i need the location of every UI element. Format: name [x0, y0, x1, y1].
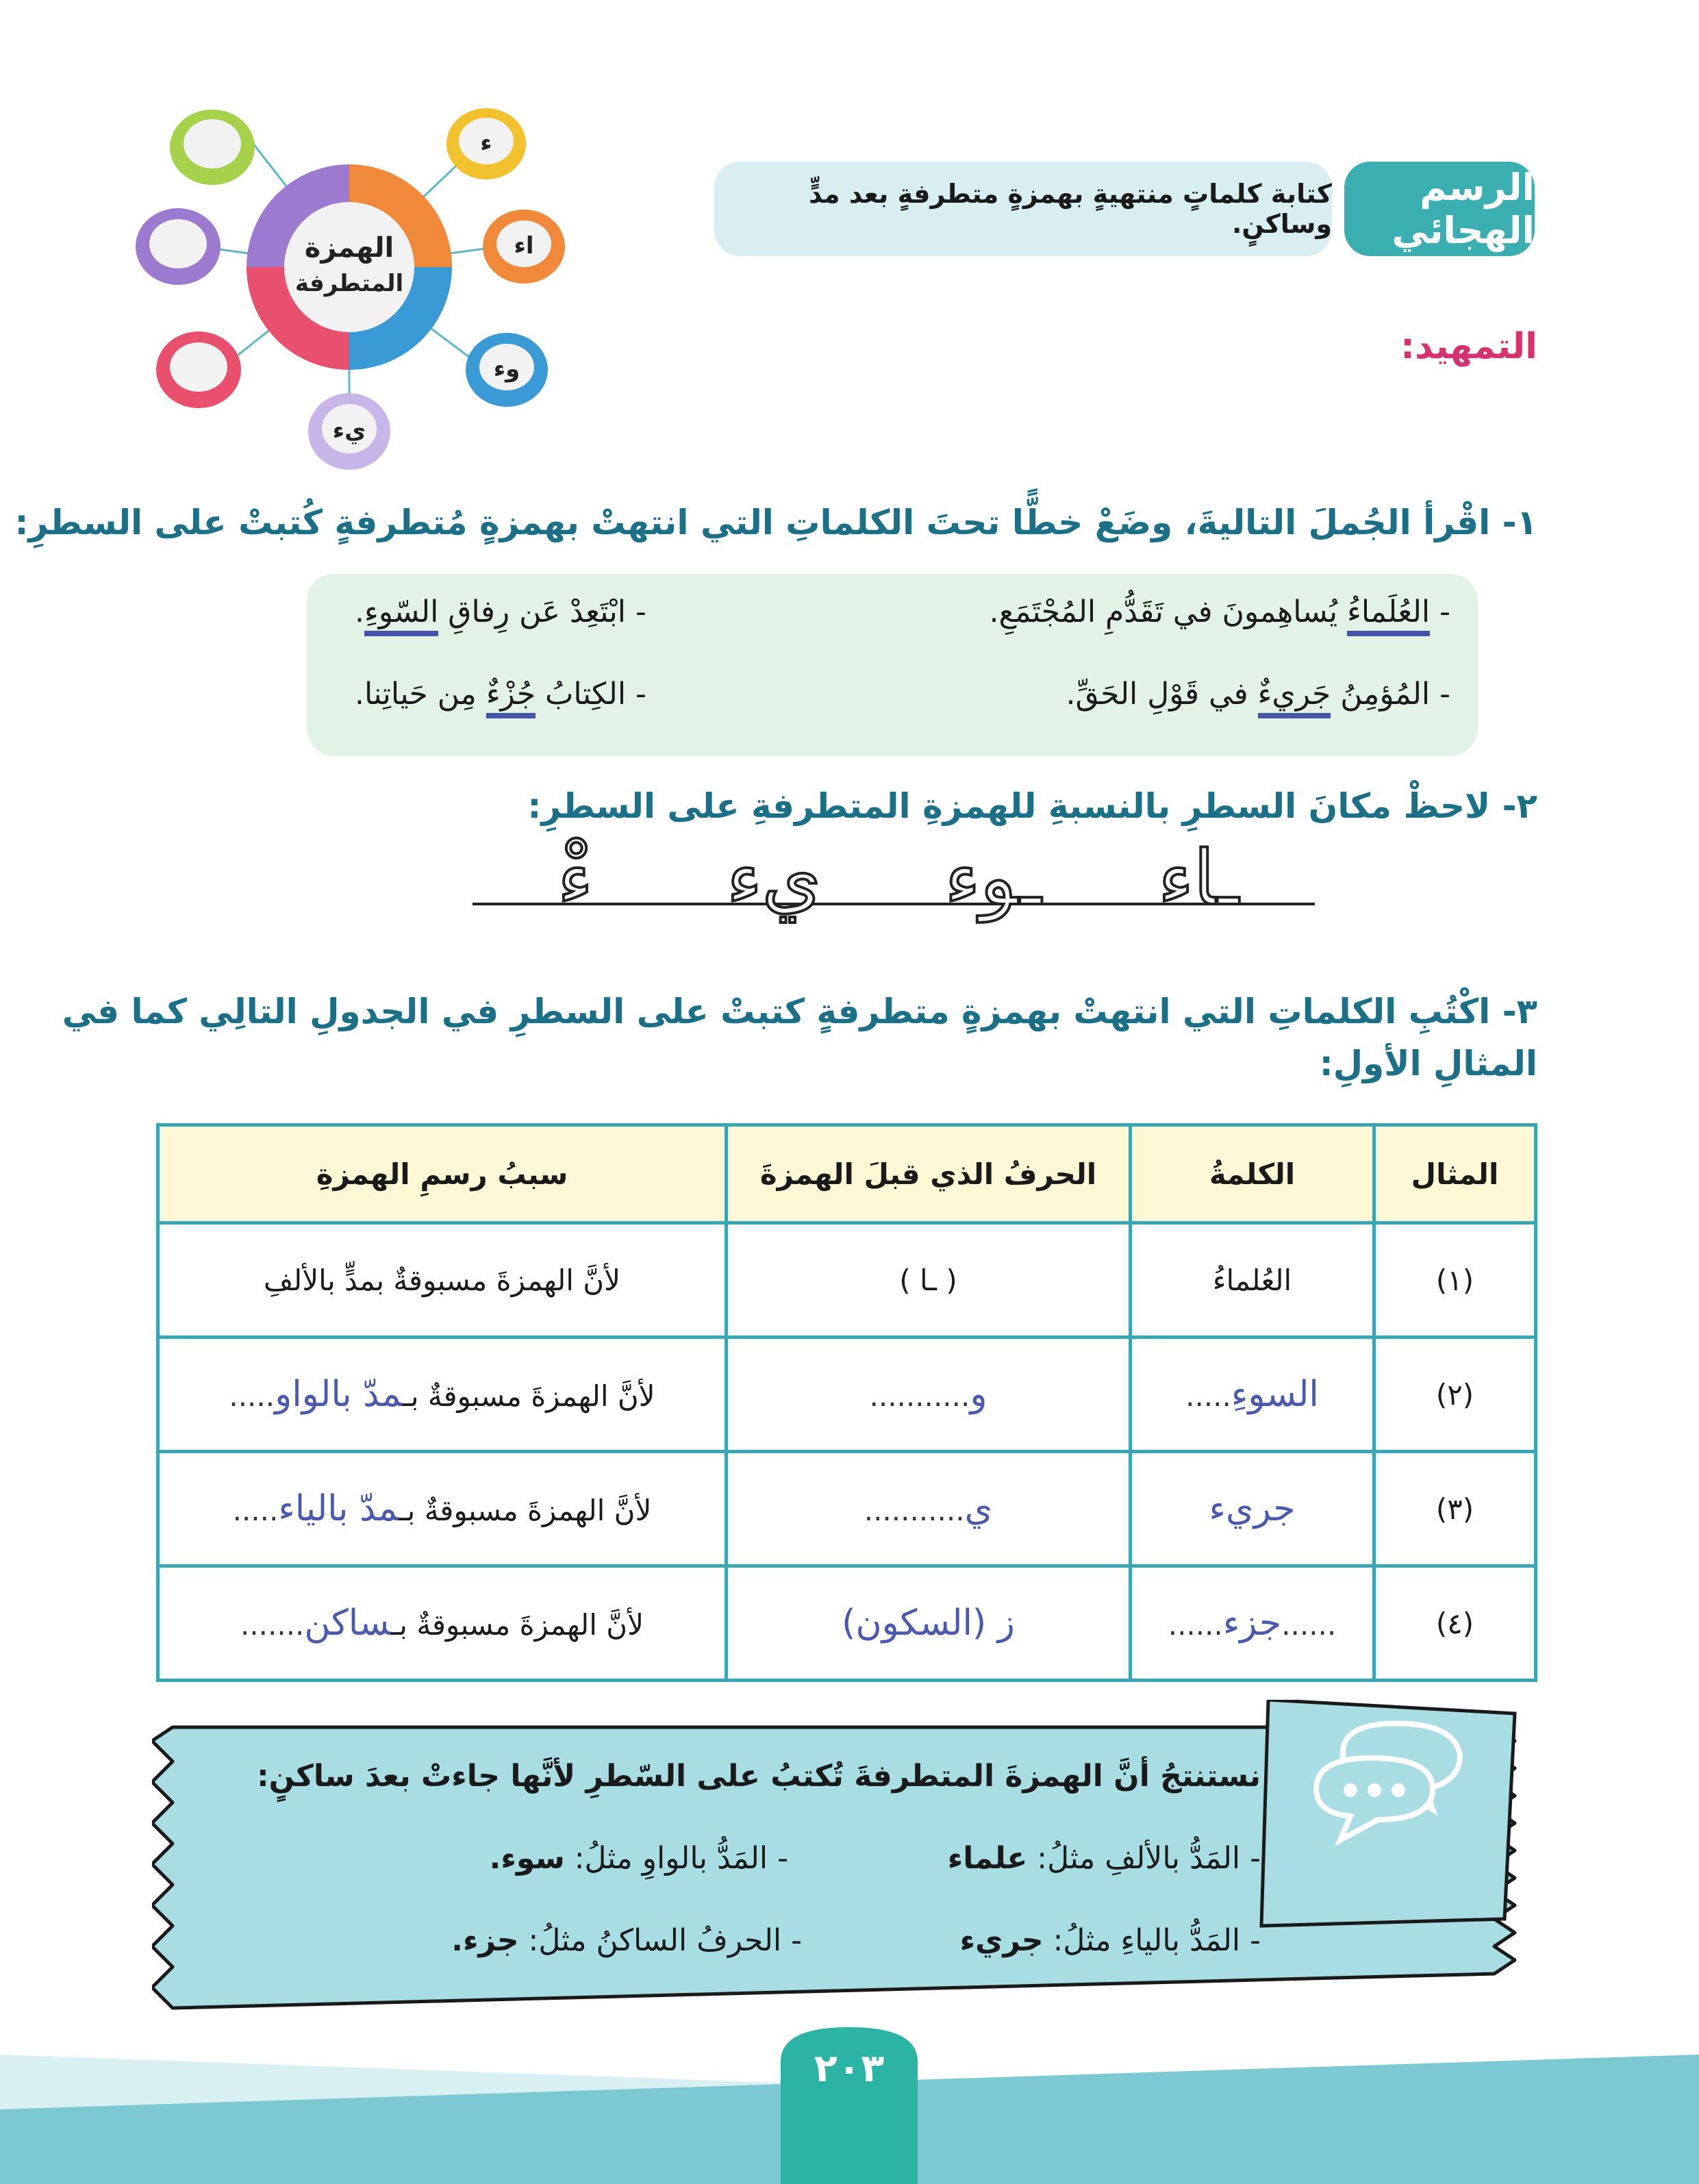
conclusion-item: - المَدُّ بالألفِ مثلُ: علماء	[947, 1841, 1261, 1876]
sentence-3: - المُؤمِنُ جَريءٌ في قَوْلِ الحَقِّ.	[1066, 677, 1450, 712]
bubble-label: اء	[514, 232, 534, 260]
question-text: المثالِ الأولِ:	[1319, 1044, 1537, 1083]
question-number: ٢-	[1502, 786, 1537, 826]
handwritten-answer: جزء	[1222, 1603, 1282, 1644]
question-number: ٣-	[1502, 992, 1537, 1031]
table-row	[158, 1452, 1536, 1566]
question-3-line2	[1320, 1038, 1537, 1090]
page-number: ٢٠٣	[814, 2046, 885, 2091]
center-text-1: الهمزة	[304, 232, 394, 264]
num-cell: (٣)	[1374, 1452, 1536, 1566]
table-row	[158, 1223, 1536, 1338]
examples-table	[156, 1123, 1537, 1682]
question-1	[15, 497, 1537, 549]
table-header-row	[158, 1125, 1536, 1223]
bubble-green	[170, 110, 255, 185]
num-cell: (٤)	[1374, 1566, 1536, 1681]
underlined-word: السّوءِ	[364, 594, 438, 636]
question-number: ١-	[1502, 503, 1537, 542]
question-text: لاحظْ مكانَ السطرِ بالنسبةِ للهمزةِ المتطرفةِ على السطرِ:	[527, 786, 1491, 826]
table-row	[158, 1338, 1536, 1452]
num-cell: (٢)	[1374, 1338, 1536, 1452]
bubble-label: يء	[332, 417, 366, 444]
header-cell: المثال	[1374, 1125, 1536, 1223]
conclusion-item: - المَدُّ بالياءِ مثلُ: جريء	[959, 1923, 1261, 1958]
handwritten-answer: مدّ بالياء	[278, 1488, 399, 1529]
sentence-4: - الكِتابُ جُزْءٌ مِن حَياتِنا.	[355, 677, 646, 712]
bubble-label: ء	[480, 129, 492, 157]
letter-cell: و...........	[727, 1338, 1131, 1452]
handwritten-answer: و	[970, 1374, 987, 1415]
handwritten-answer: جريء	[1209, 1488, 1296, 1529]
conclusion-banner	[152, 1700, 1549, 2015]
hamza-letters-line	[473, 822, 1315, 938]
hamza-diagram	[130, 103, 568, 486]
handwritten-answer: مدّ بالواو	[275, 1374, 403, 1415]
letter-cell: ( ـا )	[727, 1223, 1131, 1338]
conclusion-item: - المَدُّ بالواوِ مثلُ: سوء.	[489, 1841, 788, 1876]
center-ring	[247, 164, 452, 370]
word-cell	[1131, 1452, 1374, 1566]
conclusion-item: - الحرفُ الساكنُ مثلُ: جزء.	[451, 1923, 802, 1958]
reason-cell: لأنَّ الهمزةَ مسبوقةٌ بـساكن.......	[158, 1566, 727, 1681]
word-cell: ......جزء......	[1131, 1566, 1374, 1681]
reason-cell: لأنَّ الهمزةَ مسبوقةٌ بمدٍّ بالألفِ	[158, 1223, 727, 1338]
conclusion-title: نستنتجُ أنَّ الهمزةَ المتطرفةَ تُكتبُ على السّطرِ لأنَّها جاءتْ بعدَ ساكنٍ:	[257, 1759, 1261, 1794]
num-cell: (١)	[1374, 1223, 1536, 1338]
letter-outline: ـاء	[1158, 834, 1239, 922]
bubble-label: وء	[493, 355, 520, 383]
header-cell: الكلمةُ	[1131, 1125, 1374, 1223]
handwritten-answer: السوءِ	[1231, 1374, 1319, 1415]
sentences-box	[307, 574, 1478, 756]
lesson-tag: الرسم الهجائي	[1344, 162, 1535, 256]
bubble-purple	[136, 208, 221, 285]
bubble-pink	[156, 331, 241, 408]
letter-cell: ي...........	[727, 1452, 1131, 1566]
handwritten-answer: ساكن	[304, 1603, 391, 1644]
letter-outline: يء	[727, 834, 821, 922]
underlined-word: جُزْءٌ	[486, 677, 536, 718]
lesson-goal: كتابة كلماتٍ منتهيةٍ بهمزةٍ متطرفةٍ بعد مدٍّ وساكنٍ.	[714, 162, 1332, 256]
handwritten-answer: ز (السكون)	[842, 1603, 1015, 1644]
question-3	[62, 986, 1537, 1038]
handwritten-answer: ي	[964, 1488, 993, 1529]
header-cell: الحرفُ الذي قبلَ الهمزةَ	[727, 1125, 1131, 1223]
reason-cell: لأنَّ الهمزةَ مسبوقةٌ بـمدّ بالواو.....	[158, 1338, 727, 1452]
sentence-2: - ابْتَعِدْ عَن رِفاقِ السّوءِ.	[355, 594, 646, 629]
letter-outline: ـوء	[944, 834, 1042, 922]
word-cell: العُلماءُ	[1131, 1223, 1374, 1338]
underlined-word: جَريءٌ	[1258, 677, 1331, 718]
question-text: اكْتُبِ الكلماتِ التي انتهتْ بهمزةٍ متطرفةٍ كتبتْ على السطرِ في الجدولِ التالِي كما في	[62, 992, 1491, 1031]
word-cell: السوءِ.....	[1131, 1338, 1374, 1452]
underlined-word: العُلَماءُ	[1347, 594, 1430, 636]
sentence-1: - العُلَماءُ يُساهِمونَ في تَقَدُّمِ المُجْتَمَعِ.	[989, 594, 1450, 629]
header-cell: سببُ رسمِ الهمزةِ	[158, 1125, 727, 1223]
center-text-2: المتطرفة	[294, 270, 404, 297]
intro-title: التمهيد:	[1400, 326, 1537, 367]
reason-cell: لأنَّ الهمزةَ مسبوقةٌ بـمدّ بالياء.....	[158, 1452, 727, 1566]
table-row	[158, 1566, 1536, 1681]
letter-outline: ءْ	[557, 834, 593, 922]
question-text: اقْرأ الجُملَ التاليةَ، وضَعْ خطًّا تحتَ الكلماتِ التي انتهتْ بهمزةٍ مُتطرفةٍ كُتبتْ على السطرِ:	[14, 503, 1491, 542]
letter-cell	[727, 1566, 1131, 1681]
